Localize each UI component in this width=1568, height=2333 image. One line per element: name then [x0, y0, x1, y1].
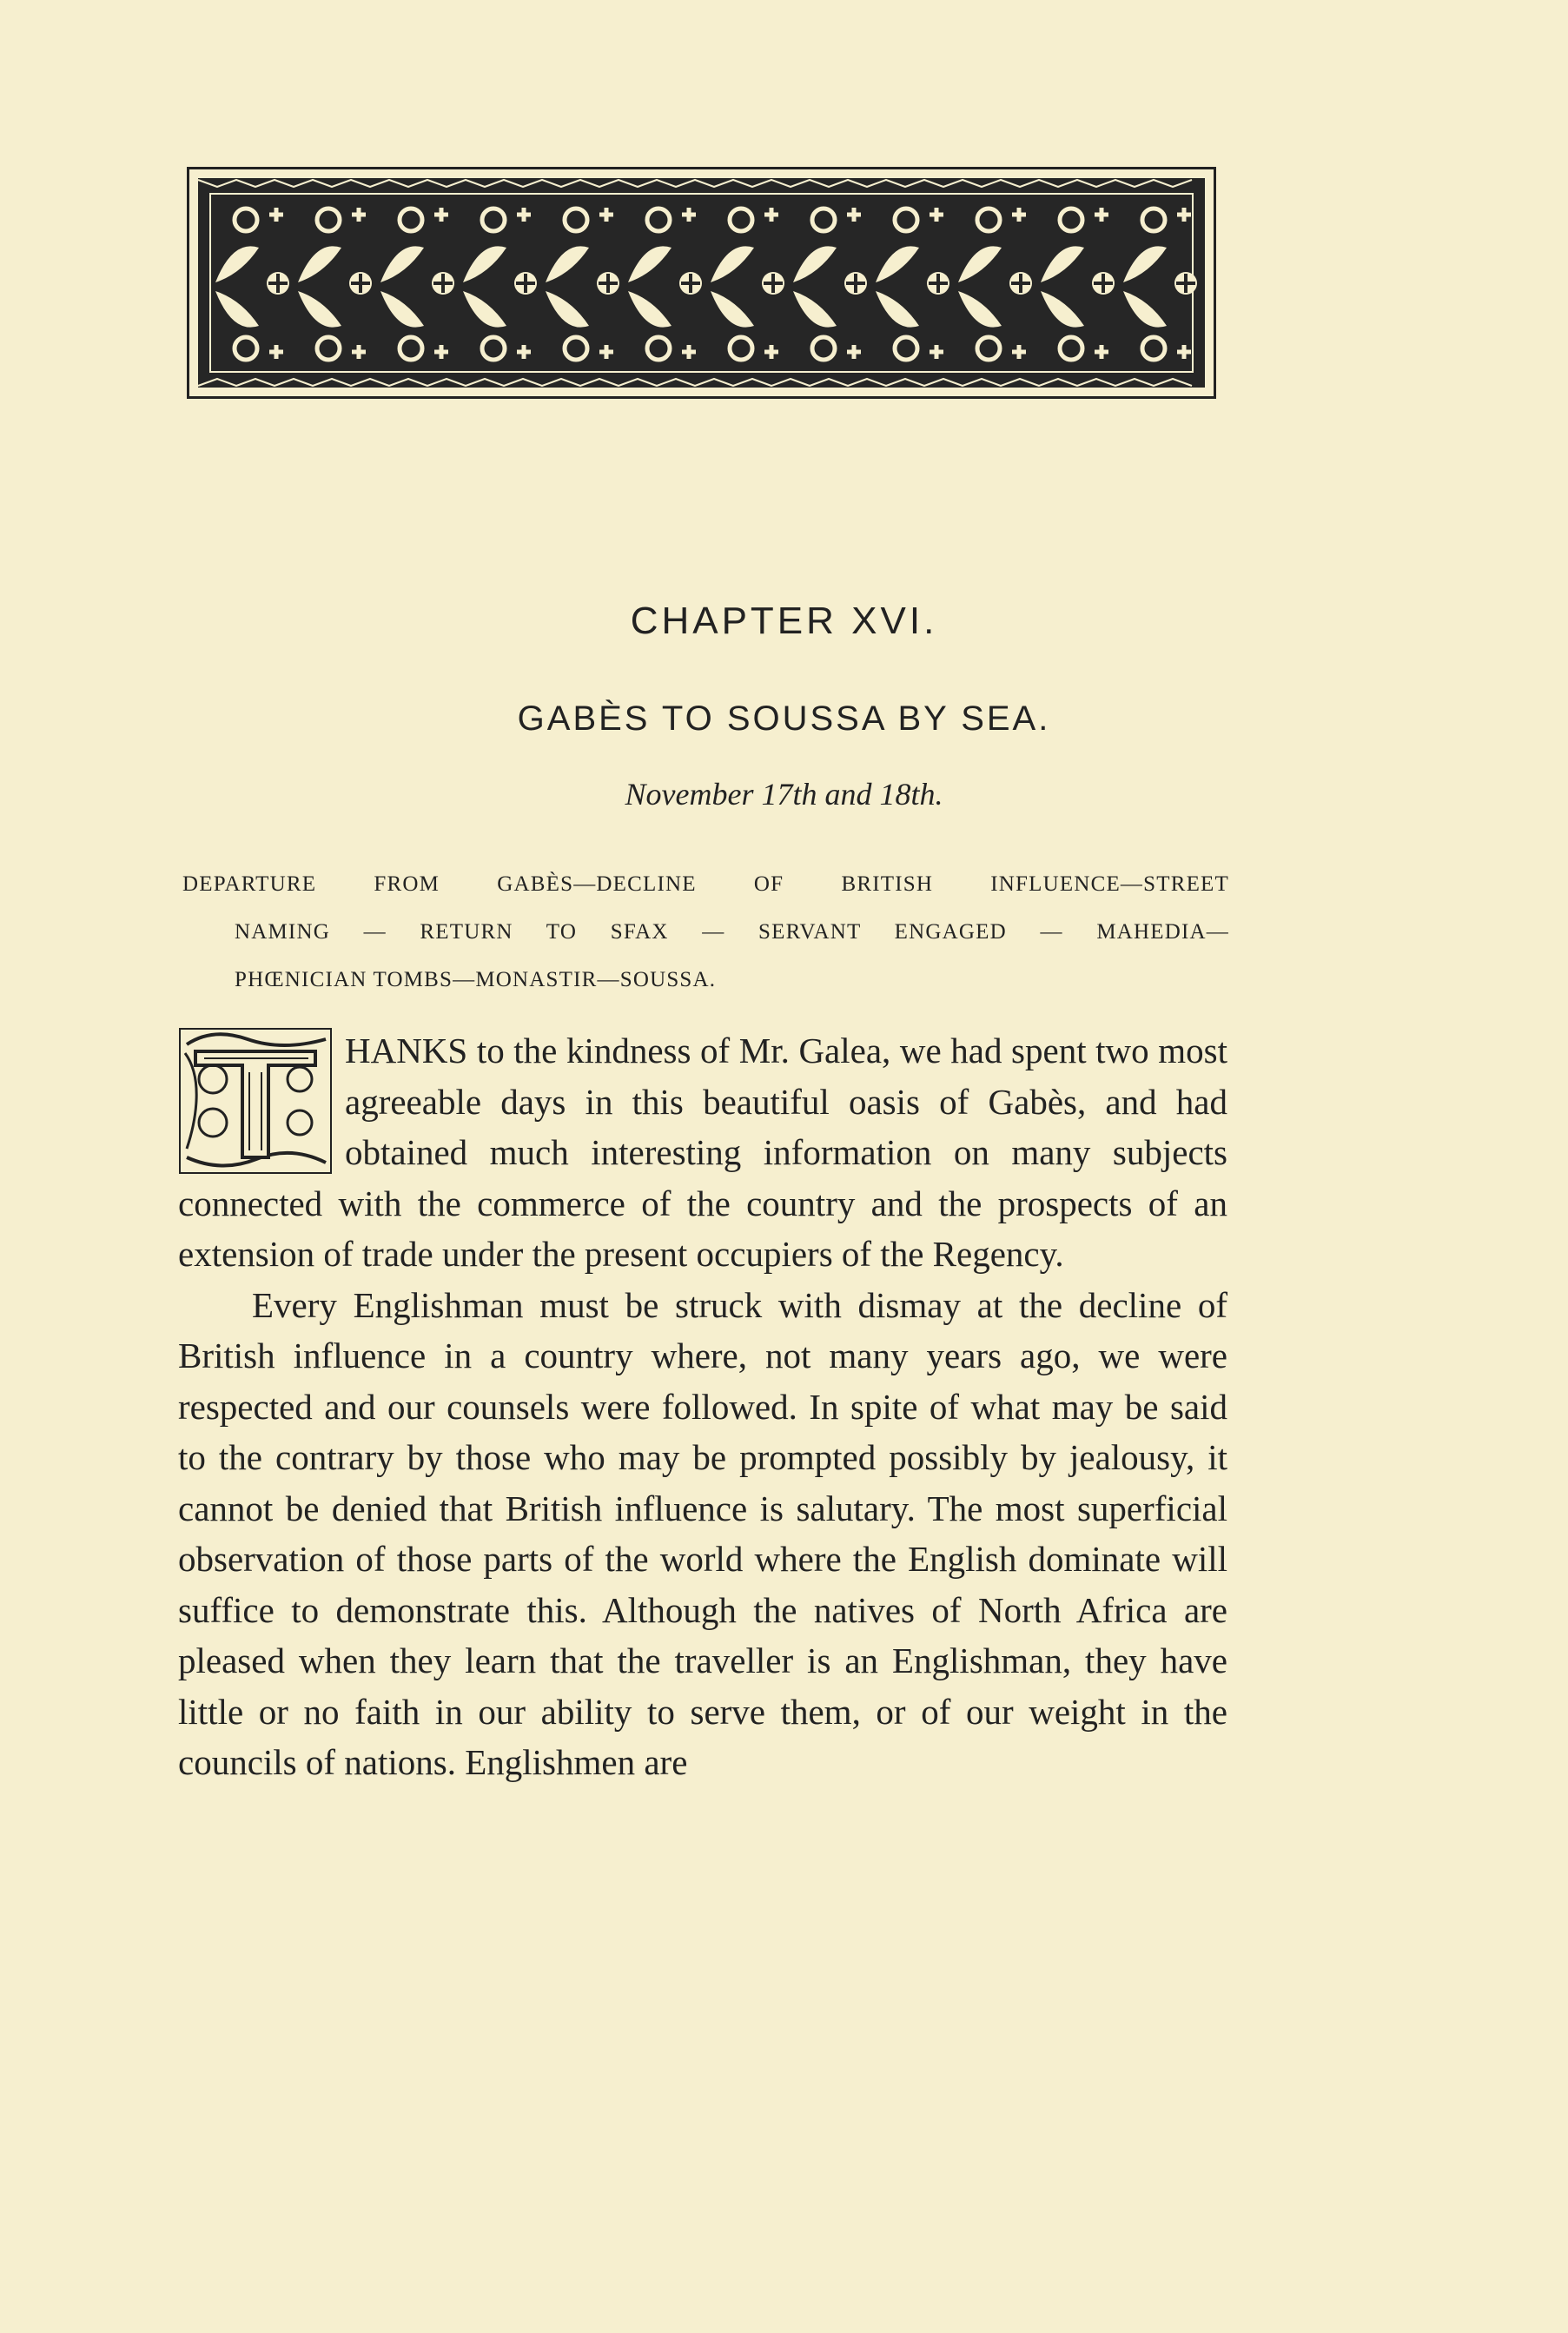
initial-t-ornament-icon: [178, 1027, 333, 1175]
paragraph: [178, 1025, 1227, 1280]
synopsis-line: DEPARTURE FROM GABÈS—DECLINE OF BRITISH INFLUENCE—STREET: [182, 872, 1229, 896]
paragraph-text: HANKS to the kindness of Mr. Galea, we had spent two most agreeable days in this beautiful oasis of Gabès, and had obtained much interesting information on many subjects connected with the commerce of the country and the prospects of an extension of trade under the present occupiers of the Regency.: [178, 1031, 1227, 1274]
paragraph: Every Englishman must be struck with dismay at the decline of British influence in a country where, not many years ago, we were respected and our counsels were followed. In spite of what may be said to the contrary by those who may be prompted possibly by jealousy, it cannot be denied that British influence is salutary. The most superficial observation of those parts of the world where the English dominate will suffice to demonstrate this. Although the natives of North Africa are pleased when they learn that the traveller is an Englishman, they have little or no faith in our ability to serve them, or of our weight in the councils of nations. Englishmen are: [178, 1284, 1227, 1782]
chapter-date: November 17th and 18th.: [625, 777, 943, 812]
chapter-number: CHAPTER XVI.: [630, 600, 938, 642]
chapter-title: GABÈS TO SOUSSA BY SEA.: [517, 699, 1051, 738]
body-text: [178, 1025, 1227, 1788]
synopsis-line: PHŒNICIAN TOMBS—MONASTIR—SOUSSA.: [235, 968, 717, 991]
decorated-initial-icon: [178, 1027, 333, 1175]
synopsis-line: NAMING — RETURN TO SFAX — SERVANT ENGAGED — MAHEDIA—: [235, 920, 1229, 944]
headpiece-pattern: [198, 178, 1205, 388]
decorative-headpiece: [187, 167, 1216, 399]
headpiece-ornament-icon: [198, 178, 1205, 388]
chapter-synopsis: [182, 860, 1229, 1004]
